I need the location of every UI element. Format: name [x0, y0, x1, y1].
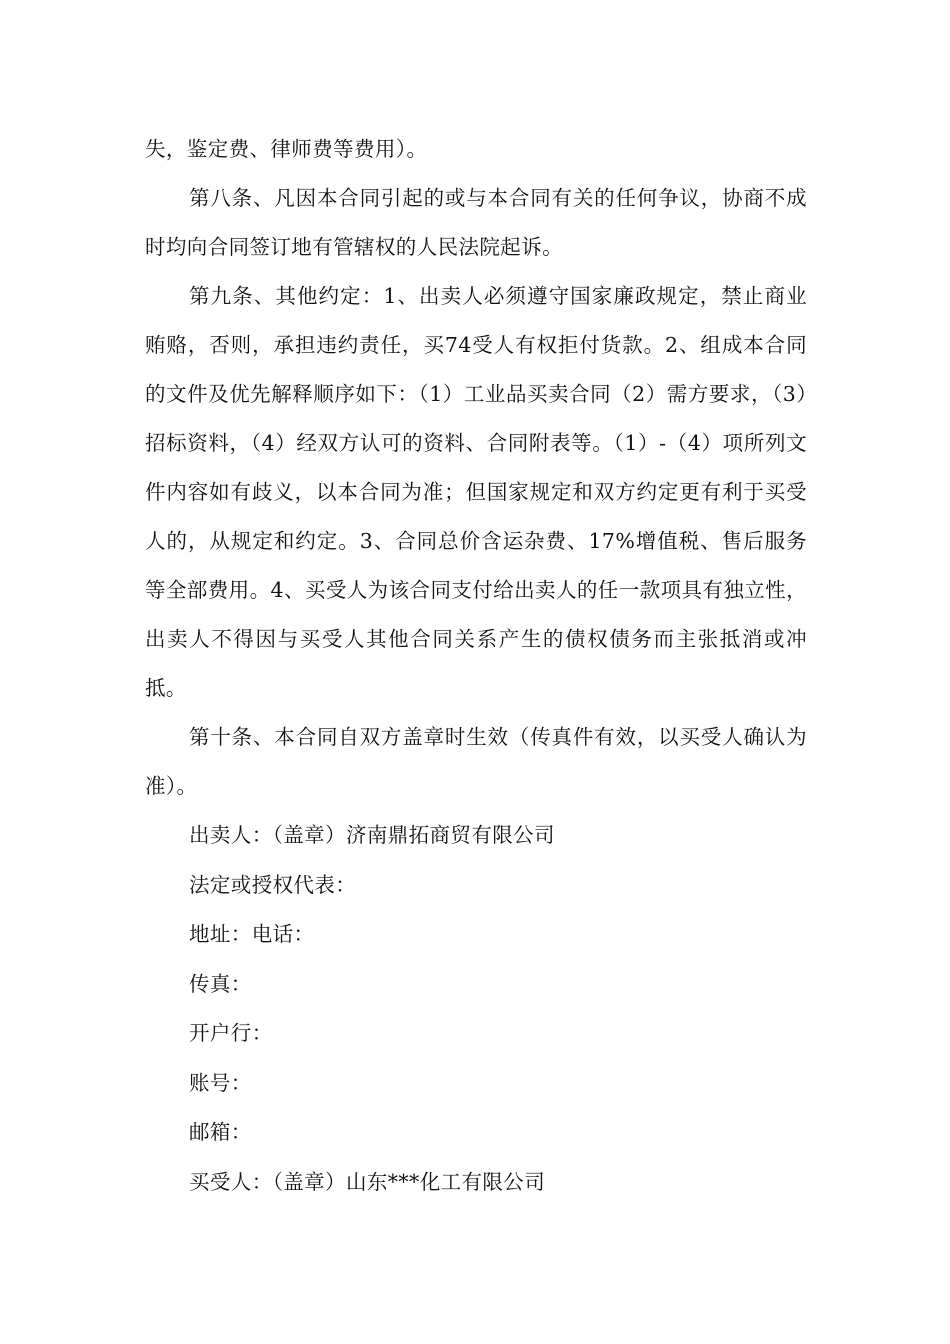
contract-page — [145, 125, 807, 1207]
seller-address-phone-field: 地址：电话： — [189, 922, 315, 946]
paragraph-article-9: 第九条、其他约定：1、出卖人必须遵守国家廉政规定，禁止商业贿赂，否则，承担违约责任，买74受人有权拒付货款。2、组成本合同的文件及优先解释顺序如下：（1）工业品买卖合同（2）需方要求，（3）招标资料，（4）经双方认可的资料、合同附表等。（1）-（4）项所列文件内容如有歧义，以本合同为准；但国家规定和双方约定更有利于买受人的，从规定和约定。3、合同总价含运杂费、17%增值税、售后服务等全部费用。4、买受人为该合同支付给出卖人的任一款项具有独立性，出卖人不得因与买受人其他合同关系产生的债权债务而主张抵消或冲抵。 — [145, 284, 807, 700]
paragraph-continuation: 失，鉴定费、律师费等费用）。 — [145, 137, 428, 161]
paragraph-article-8: 第八条、凡因本合同引起的或与本合同有关的任何争议，协商不成时均向合同签订地有管辖权的人民法院起诉。 — [145, 186, 807, 259]
seller-representative-field: 法定或授权代表： — [189, 872, 357, 897]
seller-block — [145, 811, 807, 1158]
buyer-name-field: 买受人：（盖章）山东***化工有限公司 — [189, 1169, 546, 1194]
buyer-block — [145, 1158, 807, 1208]
seller-fax-field: 传真： — [189, 971, 252, 996]
seller-postcode-field: 邮箱： — [189, 1120, 252, 1144]
seller-name-field: 出卖人：（盖章）济南鼎拓商贸有限公司 — [189, 823, 555, 847]
seller-bank-field: 开户行： — [189, 1021, 273, 1045]
seller-account-field: 账号： — [189, 1070, 252, 1095]
paragraph-article-10: 第十条、本合同自双方盖章时生效（传真件有效，以买受人确认为准）。 — [145, 725, 807, 798]
